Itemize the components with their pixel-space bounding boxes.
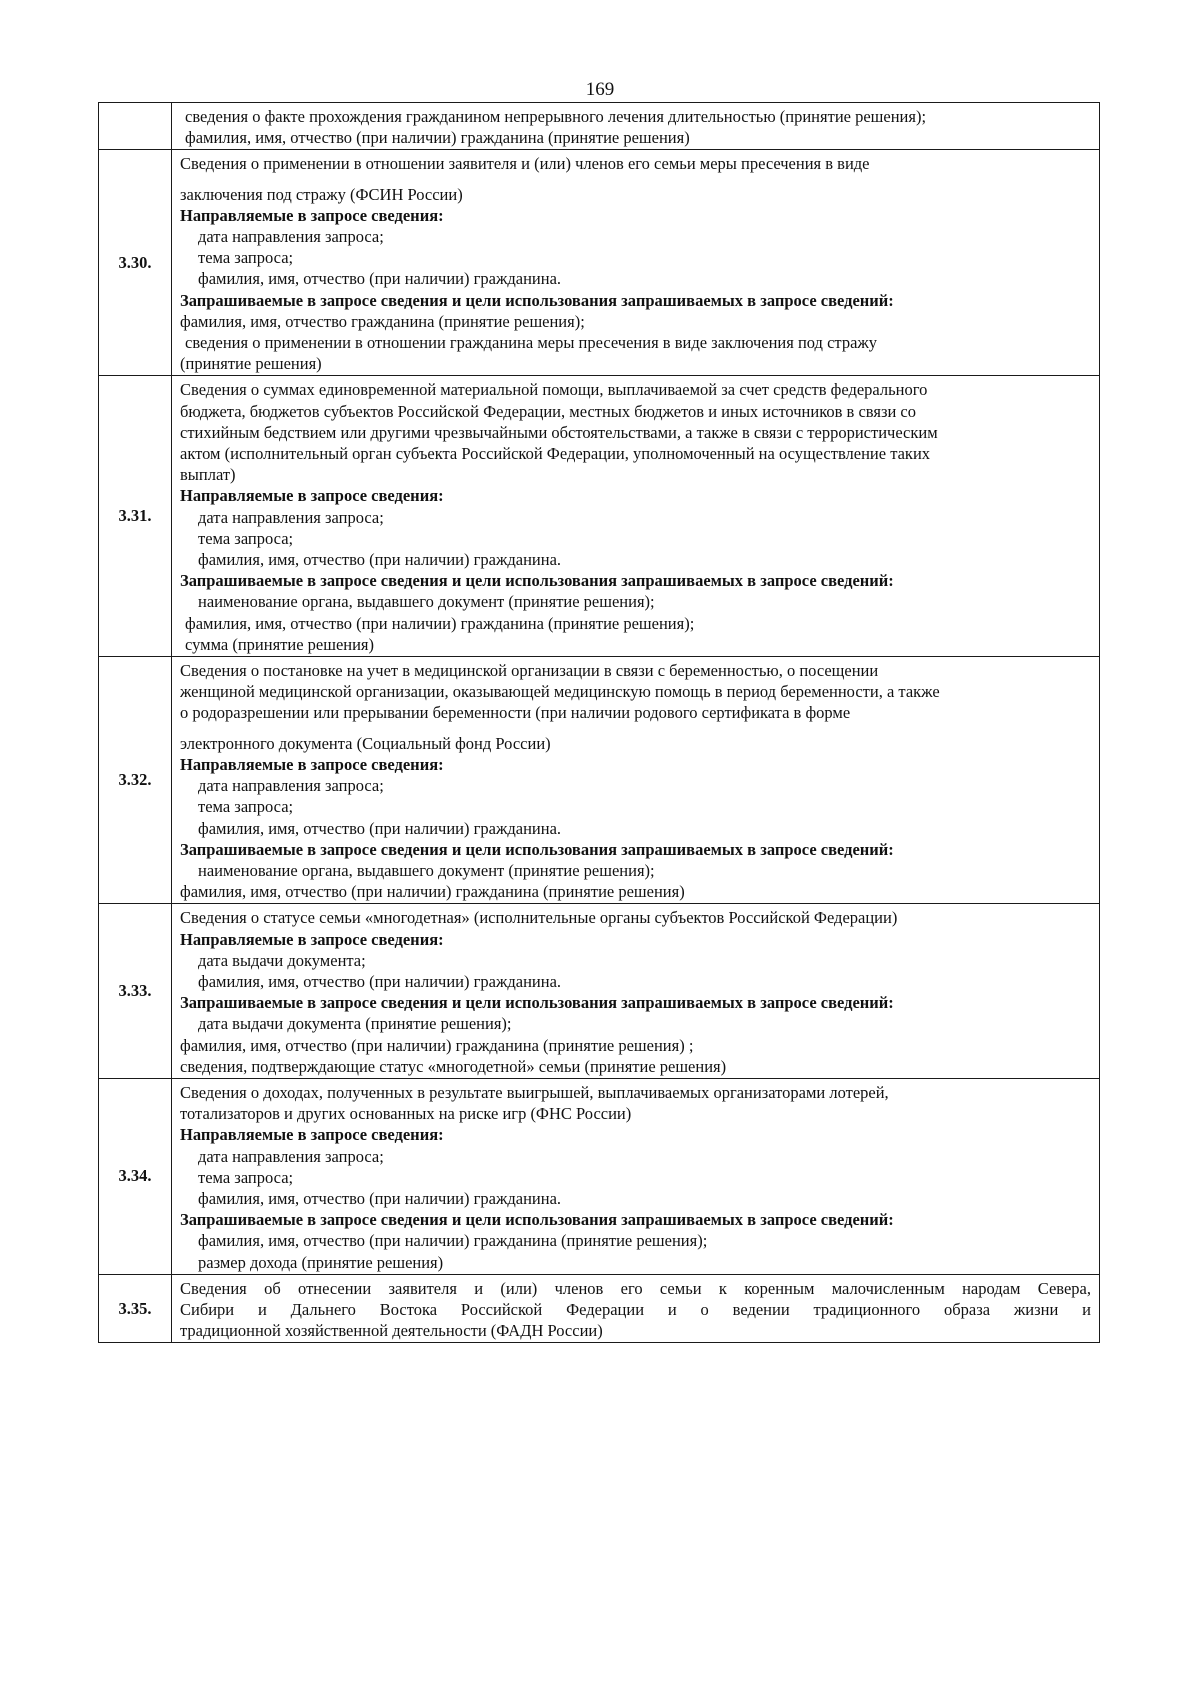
text-line: сведения, подтверждающие статус «многодетной» семьи (принятие решения): [180, 1056, 727, 1076]
text-line: дата выдачи документа (принятие решения);: [198, 1014, 512, 1034]
section-heading: Направляемые в запросе сведения:: [180, 486, 444, 506]
text-line: фамилия, имя, отчество (при наличии) гражданина.: [198, 1188, 562, 1208]
row-number: 3.34.: [99, 1078, 172, 1274]
text-line: фамилия, имя, отчество (при наличии) гражданина (принятие решения): [185, 128, 690, 148]
row-title: электронного документа (Социальный фонд России): [180, 733, 551, 753]
text-line: фамилия, имя, отчество (при наличии) гражданина (принятие решения) ;: [180, 1035, 694, 1055]
section-heading: Направляемые в запросе сведения:: [180, 929, 444, 949]
text-line: тема запроса;: [198, 1167, 294, 1187]
text-line: фамилия, имя, отчество (при наличии) гражданина.: [198, 818, 562, 838]
table-row: [99, 150, 1100, 376]
table-row: [99, 376, 1100, 657]
text-line: дата направления запроса;: [198, 507, 384, 527]
row-content: [172, 150, 1100, 376]
section-heading: Запрашиваемые в запросе сведения и цели использования запрашиваемых в запросе сведений:: [180, 1210, 894, 1230]
text-line: сведения о применении в отношении гражданина меры пресечения в виде заключения под стражу: [185, 333, 878, 353]
text-line: фамилия, имя, отчество (при наличии) гражданина (принятие решения);: [185, 613, 695, 633]
text-line: сумма (принятие решения): [185, 634, 375, 654]
text-line: размер дохода (принятие решения): [198, 1252, 444, 1272]
text-line: дата выдачи документа;: [198, 950, 366, 970]
section-heading: Запрашиваемые в запросе сведения и цели использования запрашиваемых в запросе сведений:: [180, 839, 894, 859]
row-content: [172, 1274, 1100, 1343]
text-line: тема запроса;: [198, 528, 294, 548]
section-heading: Направляемые в запросе сведения:: [180, 754, 444, 774]
section-heading: Запрашиваемые в запросе сведения и цели использования запрашиваемых в запросе сведений:: [180, 571, 894, 591]
row-title: тотализаторов и других основанных на риске игр (ФНС России): [180, 1104, 632, 1124]
section-heading: Запрашиваемые в запросе сведения и цели использования запрашиваемых в запросе сведений:: [180, 290, 894, 310]
row-number: 3.32.: [99, 657, 172, 904]
page-number: 169: [585, 79, 615, 100]
text-line: фамилия, имя, отчество (при наличии) гражданина (принятие решения);: [198, 1231, 708, 1251]
section-heading: Запрашиваемые в запросе сведения и цели использования запрашиваемых в запросе сведений:: [180, 993, 894, 1013]
text-line: фамилия, имя, отчество (при наличии) гражданина (принятие решения): [180, 882, 685, 902]
text-line: дата направления запроса;: [198, 1146, 384, 1166]
table-row: [99, 103, 1100, 150]
row-content: [172, 1078, 1100, 1274]
text-line: (принятие решения): [180, 354, 322, 374]
row-title: Сведения о доходах, полученных в результате выигрышей, выплачиваемых организаторами лотерей,: [180, 1082, 889, 1102]
text-line: сведения о факте прохождения гражданином непрерывного лечения длительностью (принятие решения);: [185, 107, 927, 126]
table-row: [99, 1274, 1100, 1343]
row-title: женщиной медицинской организации, оказывающей медицинскую помощь в период беременности, а также: [180, 682, 940, 702]
row-title: Сибири и Дальнего Востока Российской Федерации и о ведении традиционного образа жизни и: [180, 1299, 1091, 1319]
row-title: Сведения об отнесении заявителя и (или) членов его семьи к коренным малочисленным народам Севера,: [180, 1278, 1091, 1298]
row-title: Сведения о суммах единовременной материальной помощи, выплачиваемой за счет средств федерального: [180, 380, 928, 400]
row-title: о родоразрешении или прерывании беременности (при наличии родового сертификата в форме: [180, 703, 851, 723]
text-line: фамилия, имя, отчество гражданина (принятие решения);: [180, 311, 585, 331]
text-line: тема запроса;: [198, 797, 294, 817]
text-line: тема запроса;: [198, 248, 294, 268]
text-line: дата направления запроса;: [198, 227, 384, 247]
section-heading: Направляемые в запросе сведения:: [180, 205, 444, 225]
row-title: Сведения о применении в отношении заявителя и (или) членов его семьи меры пресечения в виде: [180, 154, 870, 174]
row-number: [99, 103, 172, 150]
text-line: фамилия, имя, отчество (при наличии) гражданина.: [198, 550, 562, 570]
text-line: фамилия, имя, отчество (при наличии) гражданина.: [198, 971, 562, 991]
row-content: [172, 376, 1100, 657]
text-line: фамилия, имя, отчество (при наличии) гражданина.: [198, 269, 562, 289]
section-heading: Направляемые в запросе сведения:: [180, 1125, 444, 1145]
row-title: стихийным бедствием или другими чрезвычайными обстоятельствами, а также в связи с террористическим: [180, 422, 938, 442]
table-row: [99, 1078, 1100, 1274]
row-number: 3.30.: [99, 150, 172, 376]
row-title: заключения под стражу (ФСИН России): [180, 184, 463, 204]
row-title: Сведения о статусе семьи «многодетная» (исполнительные органы субъектов Российской Федерации): [180, 908, 898, 928]
requests-table: [98, 102, 1100, 1343]
row-number: 3.33.: [99, 904, 172, 1079]
table-row: [99, 657, 1100, 904]
row-title: выплат): [180, 465, 236, 485]
row-content: [172, 904, 1100, 1079]
text-line: наименование органа, выдавшего документ (принятие решения);: [198, 860, 655, 880]
text-line: дата направления запроса;: [198, 776, 384, 796]
row-title: традиционной хозяйственной деятельности (ФАДН России): [180, 1321, 603, 1341]
row-content: [172, 103, 1100, 150]
row-number: 3.35.: [99, 1274, 172, 1343]
row-number: 3.31.: [99, 376, 172, 657]
row-title: Сведения о постановке на учет в медицинской организации в связи с беременностью, о посещении: [180, 661, 879, 681]
row-content: [172, 657, 1100, 904]
text-line: наименование органа, выдавшего документ (принятие решения);: [198, 592, 655, 612]
row-title: актом (исполнительный орган субъекта Российской Федерации, уполномоченный на осуществление таких: [180, 444, 931, 464]
table-row: [99, 904, 1100, 1079]
row-title: бюджета, бюджетов субъектов Российской Федерации, местных бюджетов и иных источников в связи со: [180, 401, 917, 421]
